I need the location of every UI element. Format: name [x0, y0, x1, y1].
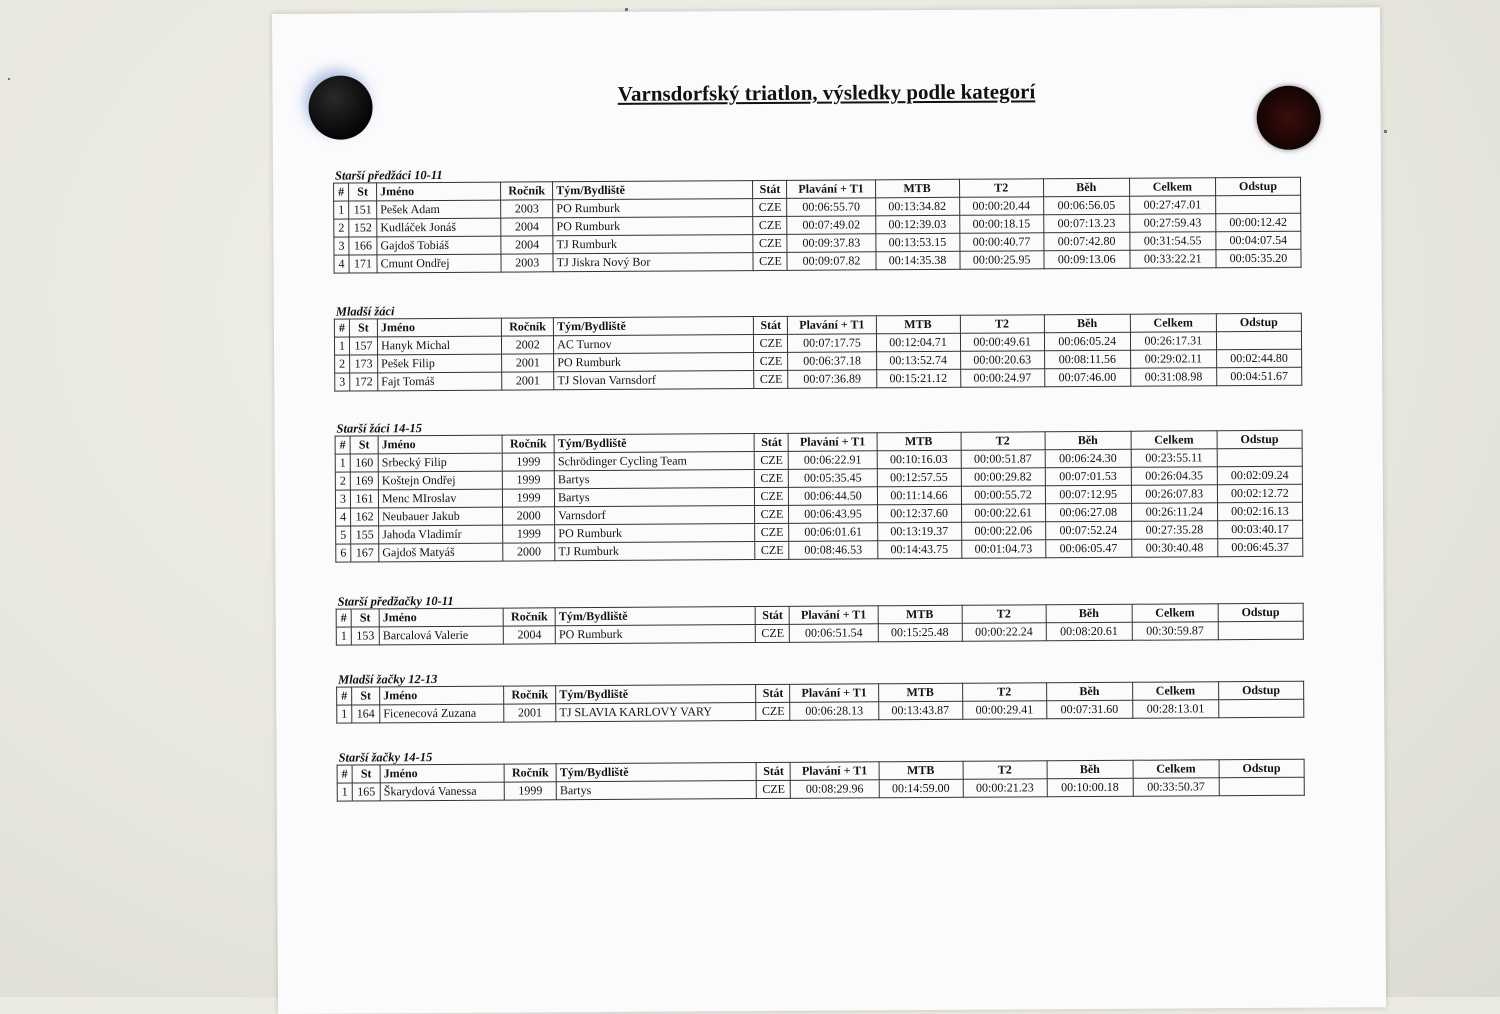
column-header-country: Stát [753, 180, 787, 198]
cell-country: CZE [753, 216, 787, 234]
cell-total: 00:31:08.98 [1130, 368, 1216, 387]
cell-start-number: 161 [350, 490, 378, 508]
cell-swim-t1: 00:08:29.96 [791, 780, 879, 799]
cell-mtb: 00:14:59.00 [879, 779, 963, 798]
cell-country: CZE [754, 370, 788, 388]
column-header-birth-year: Ročník [501, 182, 553, 200]
cell-total: 00:33:22.21 [1130, 250, 1216, 269]
cell-name: Gajdoš Matyáš [379, 543, 503, 562]
cell-run: 00:07:12.95 [1045, 485, 1131, 504]
column-header-team: Tým/Bydliště [556, 685, 756, 704]
cell-mtb: 00:12:57.55 [877, 468, 961, 487]
cell-name: Pešek Adam [377, 200, 501, 219]
cell-run: 00:07:42.80 [1044, 232, 1130, 251]
category-title: Starší předžáci 10-11 [334, 167, 443, 183]
cell-total: 00:31:54.55 [1130, 232, 1216, 251]
cell-run: 00:07:31.60 [1046, 700, 1132, 719]
cell-swim-t1: 00:07:49.02 [787, 216, 875, 235]
column-header-total: Celkem [1132, 682, 1218, 701]
cell-start-number: 162 [351, 508, 379, 526]
cell-rank: 5 [336, 526, 351, 544]
cell-run: 00:08:20.61 [1046, 622, 1132, 641]
cell-rank: 3 [335, 490, 350, 508]
column-header-country: Stát [756, 684, 790, 702]
column-header-name: Jméno [380, 686, 504, 705]
cell-rank: 1 [334, 337, 349, 355]
cell-gap: 00:02:16.13 [1217, 502, 1302, 521]
column-header-team: Tým/Bydliště [553, 181, 753, 200]
cell-country: CZE [755, 451, 789, 469]
cell-run: 00:07:01.53 [1045, 467, 1131, 486]
cell-total: 00:26:11.24 [1131, 503, 1217, 522]
cell-t2: 00:00:20.63 [960, 351, 1044, 370]
cell-swim-t1: 00:07:17.75 [788, 334, 876, 353]
document-title: Varnsdorfský triatlon, výsledky podle kategorí [617, 79, 1036, 106]
cell-birth-year: 2000 [503, 543, 555, 561]
category-title: Starší žačky 14-15 [338, 750, 433, 765]
column-header-run: Běh [1046, 682, 1132, 701]
cell-total: 00:28:13.01 [1132, 700, 1218, 719]
cell-t2: 00:00:49.61 [960, 333, 1044, 352]
cell-t2: 00:00:55.72 [961, 486, 1045, 505]
cell-run: 00:06:05.47 [1045, 539, 1131, 558]
column-header-rank: # [337, 765, 352, 783]
cell-rank: 4 [336, 508, 351, 526]
cell-total: 00:26:04.35 [1131, 467, 1217, 486]
cell-t2: 00:00:29.82 [961, 468, 1045, 487]
cell-birth-year: 2001 [502, 372, 554, 390]
column-header-team: Tým/Bydliště [554, 317, 754, 336]
cell-rank: 1 [336, 627, 351, 645]
cell-mtb: 00:13:43.87 [878, 701, 962, 720]
cell-name: Srbecký Filip [378, 453, 502, 472]
cell-rank: 3 [334, 237, 349, 255]
category-title: Mladší žačky 12-13 [338, 672, 438, 687]
column-header-total: Celkem [1133, 760, 1219, 779]
wall-mark [8, 78, 10, 80]
cell-birth-year: 1999 [504, 782, 556, 800]
cell-rank: 6 [336, 544, 351, 562]
cell-name: Kudláček Jonáš [377, 218, 501, 237]
cell-total: 00:33:50.37 [1133, 778, 1219, 797]
column-header-name: Jméno [377, 182, 501, 201]
cell-gap: 00:04:07.54 [1216, 231, 1301, 250]
cell-run: 00:06:05.24 [1044, 332, 1130, 351]
column-header-swim-t1: Plavání + T1 [787, 180, 875, 199]
cell-country: CZE [755, 469, 789, 487]
column-header-birth-year: Ročník [504, 686, 556, 704]
column-header-start-number: St [350, 436, 378, 454]
cell-rank: 2 [335, 355, 350, 373]
cell-team: TJ Rumburk [553, 235, 753, 254]
cell-country: CZE [753, 234, 787, 252]
cell-mtb: 00:12:04.71 [876, 333, 960, 352]
cell-mtb: 00:11:14.66 [877, 486, 961, 505]
cell-mtb: 00:13:19.37 [877, 522, 961, 541]
cell-swim-t1: 00:06:43.95 [789, 505, 877, 524]
cell-total: 00:30:59.87 [1132, 622, 1218, 641]
cell-birth-year: 1999 [502, 471, 554, 489]
cell-gap [1219, 699, 1304, 718]
cell-t2: 00:01:04.73 [961, 540, 1045, 559]
cell-birth-year: 1999 [503, 525, 555, 543]
cell-birth-year: 2004 [501, 218, 553, 236]
cell-start-number: 153 [351, 627, 379, 645]
cell-birth-year: 2000 [503, 507, 555, 525]
cell-mtb: 00:14:35.38 [875, 251, 959, 270]
cell-country: CZE [755, 541, 789, 559]
column-header-mtb: MTB [878, 683, 962, 702]
cell-country: CZE [753, 198, 787, 216]
column-header-total: Celkem [1130, 314, 1216, 333]
cell-team: Schrödinger Cycling Team [554, 452, 754, 471]
column-header-name: Jméno [379, 608, 503, 627]
column-header-gap: Odstup [1215, 177, 1300, 196]
category-section [336, 667, 1304, 724]
cell-start-number: 155 [351, 526, 379, 544]
cell-run: 00:09:13.06 [1044, 250, 1130, 269]
column-header-country: Stát [756, 762, 790, 780]
results-table [336, 603, 1304, 646]
cell-total: 00:26:07.83 [1131, 485, 1217, 504]
column-header-birth-year: Ročník [502, 318, 554, 336]
cell-name: Jahoda Vladimír [379, 525, 503, 544]
column-header-gap: Odstup [1216, 313, 1301, 332]
column-header-mtb: MTB [879, 761, 963, 780]
column-header-run: Běh [1047, 760, 1133, 779]
cell-t2: 00:00:40.77 [959, 233, 1043, 252]
results-table [334, 313, 1302, 392]
cell-t2: 00:00:20.44 [959, 197, 1043, 216]
cell-name: Koštejn Ondřej [378, 471, 502, 490]
cell-start-number: 167 [351, 544, 379, 562]
column-header-team: Tým/Bydliště [554, 434, 754, 453]
category-title: Mladší žáci [335, 304, 395, 319]
cell-birth-year: 2003 [501, 254, 553, 272]
cell-swim-t1: 00:06:55.70 [787, 198, 875, 217]
column-header-swim-t1: Plavání + T1 [790, 684, 878, 703]
cell-birth-year: 2003 [501, 200, 553, 218]
cell-t2: 00:00:24.97 [960, 369, 1044, 388]
cell-birth-year: 1999 [503, 489, 555, 507]
cell-mtb: 00:10:16.03 [877, 450, 961, 469]
cell-swim-t1: 00:06:37.18 [788, 352, 876, 371]
category-section [336, 589, 1304, 646]
cell-country: CZE [754, 334, 788, 352]
cell-birth-year: 2004 [501, 236, 553, 254]
column-header-team: Tým/Bydliště [555, 607, 755, 626]
column-header-rank: # [336, 609, 351, 627]
column-header-t2: T2 [960, 315, 1044, 334]
cell-t2: 00:00:22.61 [961, 504, 1045, 523]
cell-name: Škarydová Vanessa [380, 782, 504, 801]
cell-t2: 00:00:29.41 [962, 701, 1046, 720]
cell-start-number: 160 [350, 454, 378, 472]
cell-team: TJ Slovan Varnsdorf [554, 371, 754, 390]
column-header-total: Celkem [1129, 178, 1215, 197]
cell-country: CZE [753, 252, 787, 270]
cell-team: TJ Jiskra Nový Bor [553, 253, 753, 272]
column-header-swim-t1: Plavání + T1 [790, 606, 878, 625]
cell-swim-t1: 00:06:44.50 [789, 487, 877, 506]
cell-swim-t1: 00:09:37.83 [787, 234, 875, 253]
cell-run: 00:07:13.23 [1043, 214, 1129, 233]
column-header-run: Běh [1044, 314, 1130, 333]
cell-team: Varnsdorf [555, 506, 755, 525]
column-header-gap: Odstup [1218, 603, 1303, 622]
results-sheet [272, 7, 1386, 1014]
cell-start-number: 151 [349, 201, 377, 219]
column-header-country: Stát [754, 433, 788, 451]
cell-gap: 00:00:12.42 [1216, 213, 1301, 232]
cell-gap [1217, 448, 1302, 467]
cell-mtb: 00:15:21.12 [876, 369, 960, 388]
column-header-team: Tým/Bydliště [556, 763, 756, 782]
cell-gap [1219, 777, 1304, 796]
cell-rank: 2 [334, 219, 349, 237]
cell-name: Menc MIroslav [378, 489, 502, 508]
column-header-start-number: St [352, 765, 380, 783]
column-header-mtb: MTB [878, 605, 962, 624]
column-header-birth-year: Ročník [504, 764, 556, 782]
column-header-start-number: St [349, 183, 377, 201]
cell-swim-t1: 00:06:01.61 [789, 523, 877, 542]
column-header-swim-t1: Plavání + T1 [788, 316, 876, 335]
column-header-rank: # [334, 183, 349, 201]
column-header-t2: T2 [959, 179, 1043, 198]
column-header-t2: T2 [961, 432, 1045, 451]
cell-country: CZE [755, 487, 789, 505]
column-header-t2: T2 [962, 683, 1046, 702]
cell-rank: 3 [335, 373, 350, 391]
cell-team: PO Rumburk [553, 217, 753, 236]
column-header-run: Běh [1046, 604, 1132, 623]
column-header-rank: # [334, 319, 349, 337]
cell-start-number: 157 [349, 337, 377, 355]
cell-name: Pešek Filip [378, 354, 502, 373]
cell-t2: 00:00:22.24 [962, 623, 1046, 642]
cell-name: Hanyk Michal [377, 336, 501, 355]
cell-name: Barcalová Valerie [379, 626, 503, 645]
column-header-birth-year: Ročník [503, 608, 555, 626]
cell-total: 00:30:40.48 [1131, 539, 1217, 558]
column-header-mtb: MTB [875, 179, 959, 198]
cell-country: CZE [756, 624, 790, 642]
cell-gap: 00:06:45.37 [1218, 538, 1303, 557]
cell-team: TJ Rumburk [555, 542, 755, 561]
cell-run: 00:06:24.30 [1045, 449, 1131, 468]
cell-team: PO Rumburk [555, 625, 755, 644]
cell-run: 00:06:56.05 [1043, 196, 1129, 215]
category-title: Starší předžačky 10-11 [337, 593, 454, 609]
cell-swim-t1: 00:06:28.13 [790, 702, 878, 721]
cell-total: 00:27:59.43 [1129, 214, 1215, 233]
column-header-country: Stát [754, 316, 788, 334]
column-header-name: Jméno [380, 764, 504, 783]
cell-rank: 1 [335, 454, 350, 472]
column-header-mtb: MTB [876, 315, 960, 334]
cell-team: PO Rumburk [554, 353, 754, 372]
cell-country: CZE [756, 702, 790, 720]
cell-mtb: 00:13:34.82 [875, 197, 959, 216]
column-header-mtb: MTB [877, 432, 961, 451]
column-header-birth-year: Ročník [502, 435, 554, 453]
column-header-start-number: St [349, 319, 377, 337]
column-header-start-number: St [352, 687, 380, 705]
cell-rank: 4 [334, 255, 349, 273]
cell-rank: 1 [337, 783, 352, 801]
results-table [333, 177, 1302, 274]
column-header-swim-t1: Plavání + T1 [791, 762, 879, 781]
column-header-name: Jméno [378, 435, 502, 454]
cell-t2: 00:00:18.15 [959, 215, 1043, 234]
category-section [337, 745, 1305, 802]
cell-country: CZE [755, 505, 789, 523]
cell-start-number: 173 [350, 355, 378, 373]
cell-mtb: 00:13:52.74 [876, 351, 960, 370]
cell-gap: 00:05:35.20 [1216, 249, 1301, 268]
cell-team: PO Rumburk [553, 199, 753, 218]
cell-birth-year: 2001 [504, 704, 556, 722]
cell-gap: 00:04:51.67 [1216, 367, 1301, 386]
cell-name: Gajdoš Tobiáš [377, 236, 501, 255]
cell-team: TJ SLAVIA KARLOVY VARY [556, 703, 756, 722]
cell-total: 00:29:02.11 [1130, 350, 1216, 369]
cell-mtb: 00:12:39.03 [875, 215, 959, 234]
column-header-name: Jméno [377, 318, 501, 337]
cell-gap: 00:02:09.24 [1217, 466, 1302, 485]
results-table [335, 430, 1304, 563]
column-header-t2: T2 [963, 761, 1047, 780]
cell-mtb: 00:13:53.15 [875, 233, 959, 252]
wall-mark [1384, 130, 1387, 133]
category-title: Starší žáci 14-15 [336, 421, 423, 436]
cell-gap [1218, 621, 1303, 640]
cell-gap [1215, 195, 1300, 214]
column-header-gap: Odstup [1219, 759, 1304, 778]
cell-name: Neubauer Jakub [379, 507, 503, 526]
cell-start-number: 169 [350, 472, 378, 490]
cell-name: Ficenecová Zuzana [380, 704, 504, 723]
cell-total: 00:23:55.11 [1131, 449, 1217, 468]
cell-team: PO Rumburk [555, 524, 755, 543]
cell-run: 00:07:52.24 [1045, 521, 1131, 540]
cell-gap [1216, 331, 1301, 350]
category-section [333, 163, 1302, 274]
cell-total: 00:27:35.28 [1131, 521, 1217, 540]
cell-t2: 00:00:25.95 [960, 251, 1044, 270]
cell-birth-year: 2004 [503, 626, 555, 644]
cell-start-number: 166 [349, 237, 377, 255]
cell-team: Bartys [555, 488, 755, 507]
cell-run: 00:07:46.00 [1044, 368, 1130, 387]
column-header-run: Běh [1045, 431, 1131, 450]
cell-birth-year: 1999 [502, 453, 554, 471]
cell-swim-t1: 00:06:22.91 [789, 451, 877, 470]
column-header-rank: # [337, 687, 352, 705]
column-header-rank: # [335, 436, 350, 454]
cell-swim-t1: 00:08:46.53 [789, 541, 877, 560]
cell-country: CZE [755, 523, 789, 541]
cell-run: 00:08:11.56 [1044, 350, 1130, 369]
cell-total: 00:26:17.31 [1130, 332, 1216, 351]
cell-team: Bartys [554, 470, 754, 489]
cell-mtb: 00:15:25.48 [878, 623, 962, 642]
cell-rank: 1 [337, 705, 352, 723]
cell-start-number: 171 [349, 255, 377, 273]
column-header-country: Stát [756, 606, 790, 624]
cell-run: 00:06:27.08 [1045, 503, 1131, 522]
cell-swim-t1: 00:09:07.82 [787, 252, 875, 271]
cell-mtb: 00:12:37.60 [877, 504, 961, 523]
cell-start-number: 172 [350, 373, 378, 391]
cell-swim-t1: 00:05:35.45 [789, 469, 877, 488]
column-header-t2: T2 [962, 605, 1046, 624]
cell-birth-year: 2001 [502, 354, 554, 372]
cell-swim-t1: 00:06:51.54 [790, 624, 878, 643]
column-header-gap: Odstup [1217, 430, 1302, 449]
column-header-total: Celkem [1132, 604, 1218, 623]
cell-start-number: 164 [352, 705, 380, 723]
cell-gap: 00:02:44.80 [1216, 349, 1301, 368]
category-section [334, 416, 1303, 563]
cell-team: Bartys [556, 781, 756, 800]
column-header-gap: Odstup [1218, 681, 1303, 700]
cell-start-number: 152 [349, 219, 377, 237]
column-header-start-number: St [351, 609, 379, 627]
cell-t2: 00:00:21.23 [963, 779, 1047, 798]
cell-birth-year: 2002 [502, 336, 554, 354]
cell-swim-t1: 00:07:36.89 [788, 370, 876, 389]
cell-mtb: 00:14:43.75 [877, 540, 961, 559]
cell-name: Cmunt Ondřej [377, 254, 501, 273]
column-header-total: Celkem [1131, 431, 1217, 450]
results-table [336, 681, 1304, 724]
cell-gap: 00:02:12.72 [1217, 484, 1302, 503]
column-header-run: Běh [1043, 178, 1129, 197]
cell-t2: 00:00:22.06 [961, 522, 1045, 541]
cell-total: 00:27:47.01 [1129, 196, 1215, 215]
cell-start-number: 165 [352, 783, 380, 801]
cell-country: CZE [754, 352, 788, 370]
cell-rank: 2 [335, 472, 350, 490]
cell-gap: 00:03:40.17 [1217, 520, 1302, 539]
cell-rank: 1 [334, 201, 349, 219]
cell-run: 00:10:00.18 [1047, 778, 1133, 797]
wall-mark [625, 8, 628, 11]
cell-team: AC Turnov [554, 335, 754, 354]
cell-name: Fajt Tomáš [378, 372, 502, 391]
category-section [334, 299, 1303, 392]
cell-country: CZE [757, 780, 791, 798]
results-table [337, 759, 1305, 802]
cell-t2: 00:00:51.87 [961, 450, 1045, 469]
column-header-swim-t1: Plavání + T1 [788, 433, 876, 452]
